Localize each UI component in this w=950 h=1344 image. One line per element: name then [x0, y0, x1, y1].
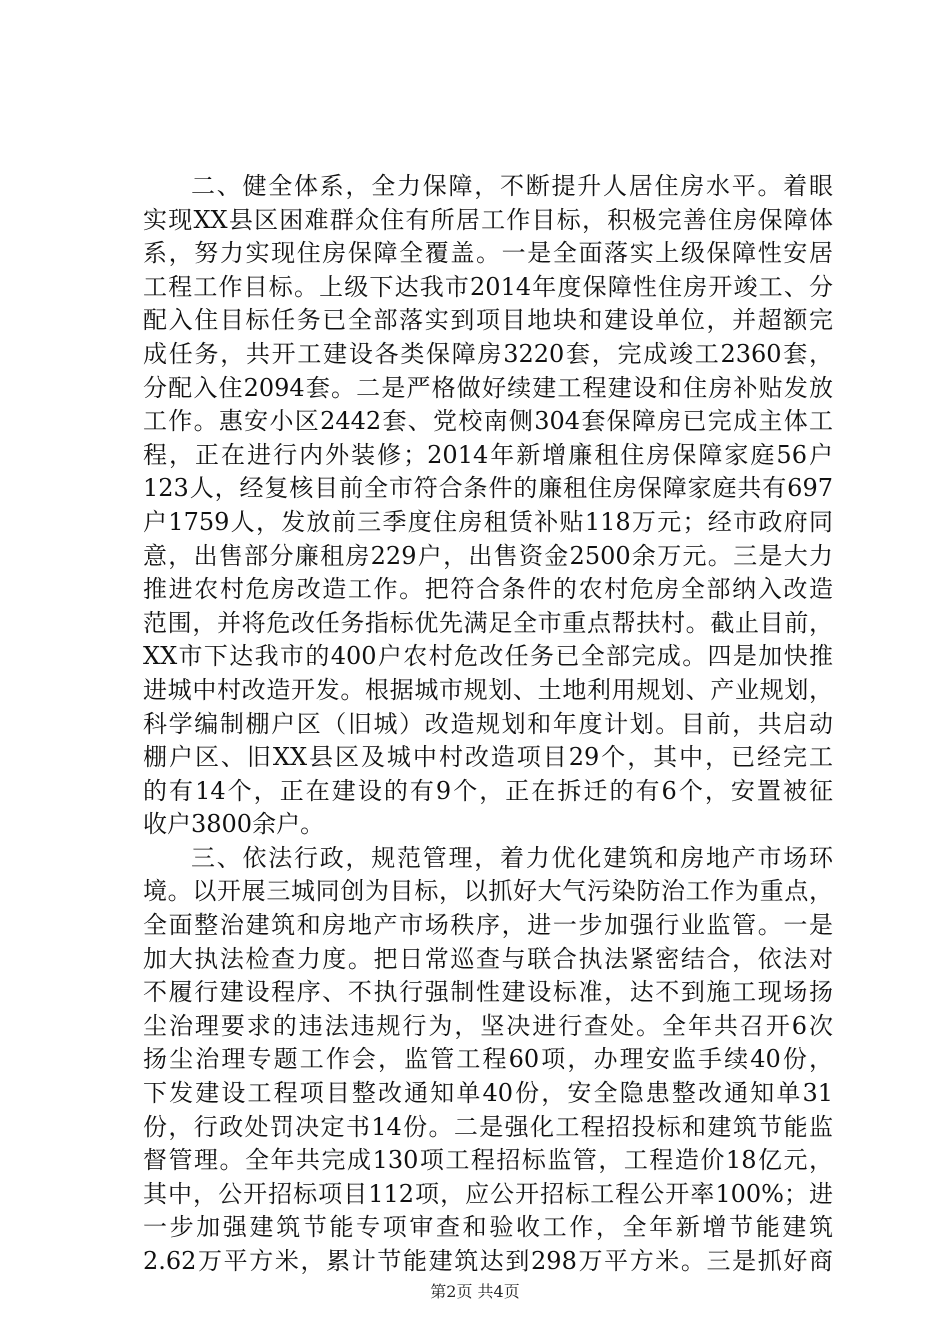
text-line: 加大执法检查力度。把日常巡查与联合执法紧密结合，依法对 — [143, 944, 833, 973]
text-line: 推进农村危房改造工作。把符合条件的农村危房全部纳入改造 — [143, 575, 833, 604]
text-line: 下发建设工程项目整改通知单40份，安全隐患整改通知单31 — [143, 1079, 833, 1108]
text-line: 工作。惠安小区2442套、党校南侧304套保障房已完成主体工 — [143, 407, 833, 436]
text-line: 境。以开展三城同创为目标，以抓好大气污染防治工作为重点， — [143, 877, 833, 906]
text-line: 成任务，共开工建设各类保障房3220套，完成竣工2360套， — [143, 339, 833, 368]
text-line: 份，行政处罚决定书14份。二是强化工程招投标和建筑节能监 — [143, 1112, 833, 1141]
text-line: 扬尘治理专题工作会，监管工程60项，办理安监手续40份， — [143, 1045, 833, 1074]
text-line: 二、健全体系，全力保障，不断提升人居住房水平。着眼 — [191, 172, 833, 200]
body-text — [143, 170, 833, 1279]
text-line: 不履行建设程序、不执行强制性建设标准，达不到施工现场扬 — [143, 978, 833, 1007]
text-line: 123人，经复核目前全市符合条件的廉租住房保障家庭共有697 — [143, 474, 833, 503]
text-line: 棚户区、旧XX县区及城中村改造项目29个，其中，已经完工 — [143, 743, 833, 772]
text-line: 程，正在进行内外装修；2014年新增廉租住房保障家庭56户 — [143, 440, 833, 469]
text-line: 督管理。全年共完成130项工程招标监管，工程造价18亿元， — [143, 1146, 833, 1175]
text-line: 三、依法行政，规范管理，着力优化建筑和房地产市场环 — [191, 843, 833, 872]
text-line: 科学编制棚户区（旧城）改造规划和年度计划。目前，共启动 — [143, 709, 833, 738]
text-line: 一步加强建筑节能专项审查和验收工作，全年新增节能建筑 — [143, 1213, 833, 1242]
page-footer: 第2页 共4页 — [430, 1282, 520, 1301]
text-line: 系，努力实现住房保障全覆盖。一是全面落实上级保障性安居 — [143, 239, 833, 268]
text-line: 全面整治建筑和房地产市场秩序，进一步加强行业监管。一是 — [143, 911, 833, 940]
text-line: 范围，并将危改任务指标优先满足全市重点帮扶村。截止目前， — [143, 608, 833, 637]
text-line: 配入住目标任务已全部落实到项目地块和建设单位，并超额完 — [143, 306, 833, 335]
text-line: 实现XX县区困难群众住有所居工作目标，积极完善住房保障体 — [143, 205, 833, 234]
text-line: 的有14个，正在建设的有9个，正在拆迁的有6个，安置被征 — [143, 776, 833, 805]
text-line: 2.62万平方米，累计节能建筑达到298万平方米。三是抓好商 — [143, 1247, 833, 1275]
text-line: XX市下达我市的400户农村危改任务已全部完成。四是加快推 — [143, 642, 833, 671]
text-line: 分配入住2094套。二是严格做好续建工程建设和住房补贴发放 — [143, 373, 833, 402]
text-line: 进城中村改造开发。根据城市规划、土地利用规划、产业规划， — [143, 675, 833, 704]
text-line: 工程工作目标。上级下达我市2014年度保障性住房开竣工、分 — [143, 272, 833, 301]
text-line: 意，出售部分廉租房229户，出售资金2500余万元。三是大力 — [143, 541, 833, 570]
text-line: 其中，公开招标项目112项，应公开招标工程公开率100%；进 — [143, 1179, 833, 1208]
text-line: 尘治理要求的违法违规行为，坚决进行查处。全年共召开6次 — [143, 1011, 833, 1040]
text-line: 户1759人，发放前三季度住房租赁补贴118万元；经市政府同 — [143, 507, 833, 536]
text-line: 收户3800余户。 — [143, 810, 325, 839]
